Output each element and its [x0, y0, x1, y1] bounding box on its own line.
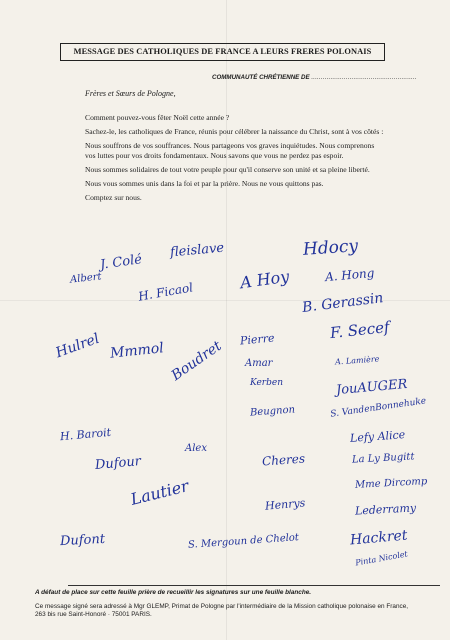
signature: A. Hong — [324, 265, 375, 285]
signature: Boudret — [168, 338, 225, 384]
signature: Hulrel — [53, 330, 102, 362]
signature: Cheres — [261, 451, 306, 469]
signature: Dufour — [94, 454, 142, 473]
signature: JouAUGER — [335, 376, 408, 399]
signature: fleislave — [169, 240, 225, 261]
signature: Albert — [69, 271, 103, 286]
mailing-address: Ce message signé sera adressé à Mgr GLEMP, Primat de Pologne par l'intermédiaire de la Mission catholique polonaise en France, 263 bis rue Saint-Honoré · 75001 PARIS. — [35, 603, 409, 618]
footer-rule — [68, 585, 440, 586]
signature: Kerben — [250, 378, 283, 388]
signature: Beugnon — [249, 404, 296, 419]
signature: Mme Dircomp — [354, 476, 428, 491]
signatures-area — [40, 238, 445, 578]
signature: H. Ficaol — [137, 280, 194, 304]
paragraph: Comptez sur nous. — [85, 193, 142, 202]
signature: S. Mergoun de Chelot — [187, 532, 300, 551]
signature: Lederramy — [354, 501, 417, 518]
signature: Mmmol — [109, 340, 165, 362]
signature: Alex — [185, 443, 207, 454]
signature: Hackret — [349, 527, 409, 549]
signature: A. Lamière — [334, 354, 380, 367]
signature: H. Baroit — [59, 425, 112, 444]
paragraph: Nous sommes solidaires de tout votre peuple pour qu'il conserve son unité et sa pleine liberté. — [85, 165, 370, 174]
footnote: A défaut de place sur cette feuille prière de recueillir les signatures sur une feuille blanche. — [35, 589, 312, 596]
paragraph: Nous vous sommes unis dans la foi et par la prière. Nous ne vous quittons pas. — [85, 179, 324, 188]
signature: La Ly Bugitt — [351, 451, 415, 466]
community-field — [212, 74, 417, 81]
signature: Henrys — [264, 496, 306, 513]
signature: Hdocy — [302, 236, 359, 260]
community-dots: ....................................................... — [311, 74, 417, 81]
signature: A Hoy — [238, 266, 291, 293]
signature: Pinta Nicolet — [354, 549, 409, 568]
salutation: Frères et Sœurs de Pologne, — [85, 89, 176, 98]
signature: B. Gerassin — [301, 290, 385, 316]
signature: Lautier — [128, 476, 191, 509]
signature: Pierre — [239, 331, 275, 348]
message-body — [85, 113, 385, 207]
signature: F. Secef — [329, 317, 391, 343]
paragraph: Nous souffrons de vos souffrances. Nous partageons vos graves inquiétudes. Nous comprenons vos luttes pour vos droits fondamentaux. Nous savons que vous ne perdez pas espoir. — [85, 141, 375, 160]
signature: Dufont — [59, 531, 106, 550]
document-title: MESSAGE DES CATHOLIQUES DE FRANCE A LEURS FRERES POLONAIS — [60, 43, 385, 61]
signature: J. Colé — [99, 252, 143, 273]
paragraph: Sachez-le, les catholiques de France, réunis pour célébrer la naissance du Christ, sont à vos côtés : — [85, 127, 384, 136]
paragraph: Comment pouvez-vous fêter Noël cette année ? — [85, 113, 230, 122]
signature: S. VandenBonnehuke — [329, 396, 427, 420]
signature: Lefy Alice — [349, 428, 406, 445]
community-label: COMMUNAUTÉ CHRÉTIENNE DE — [212, 74, 310, 81]
signature: Amar — [245, 358, 273, 369]
